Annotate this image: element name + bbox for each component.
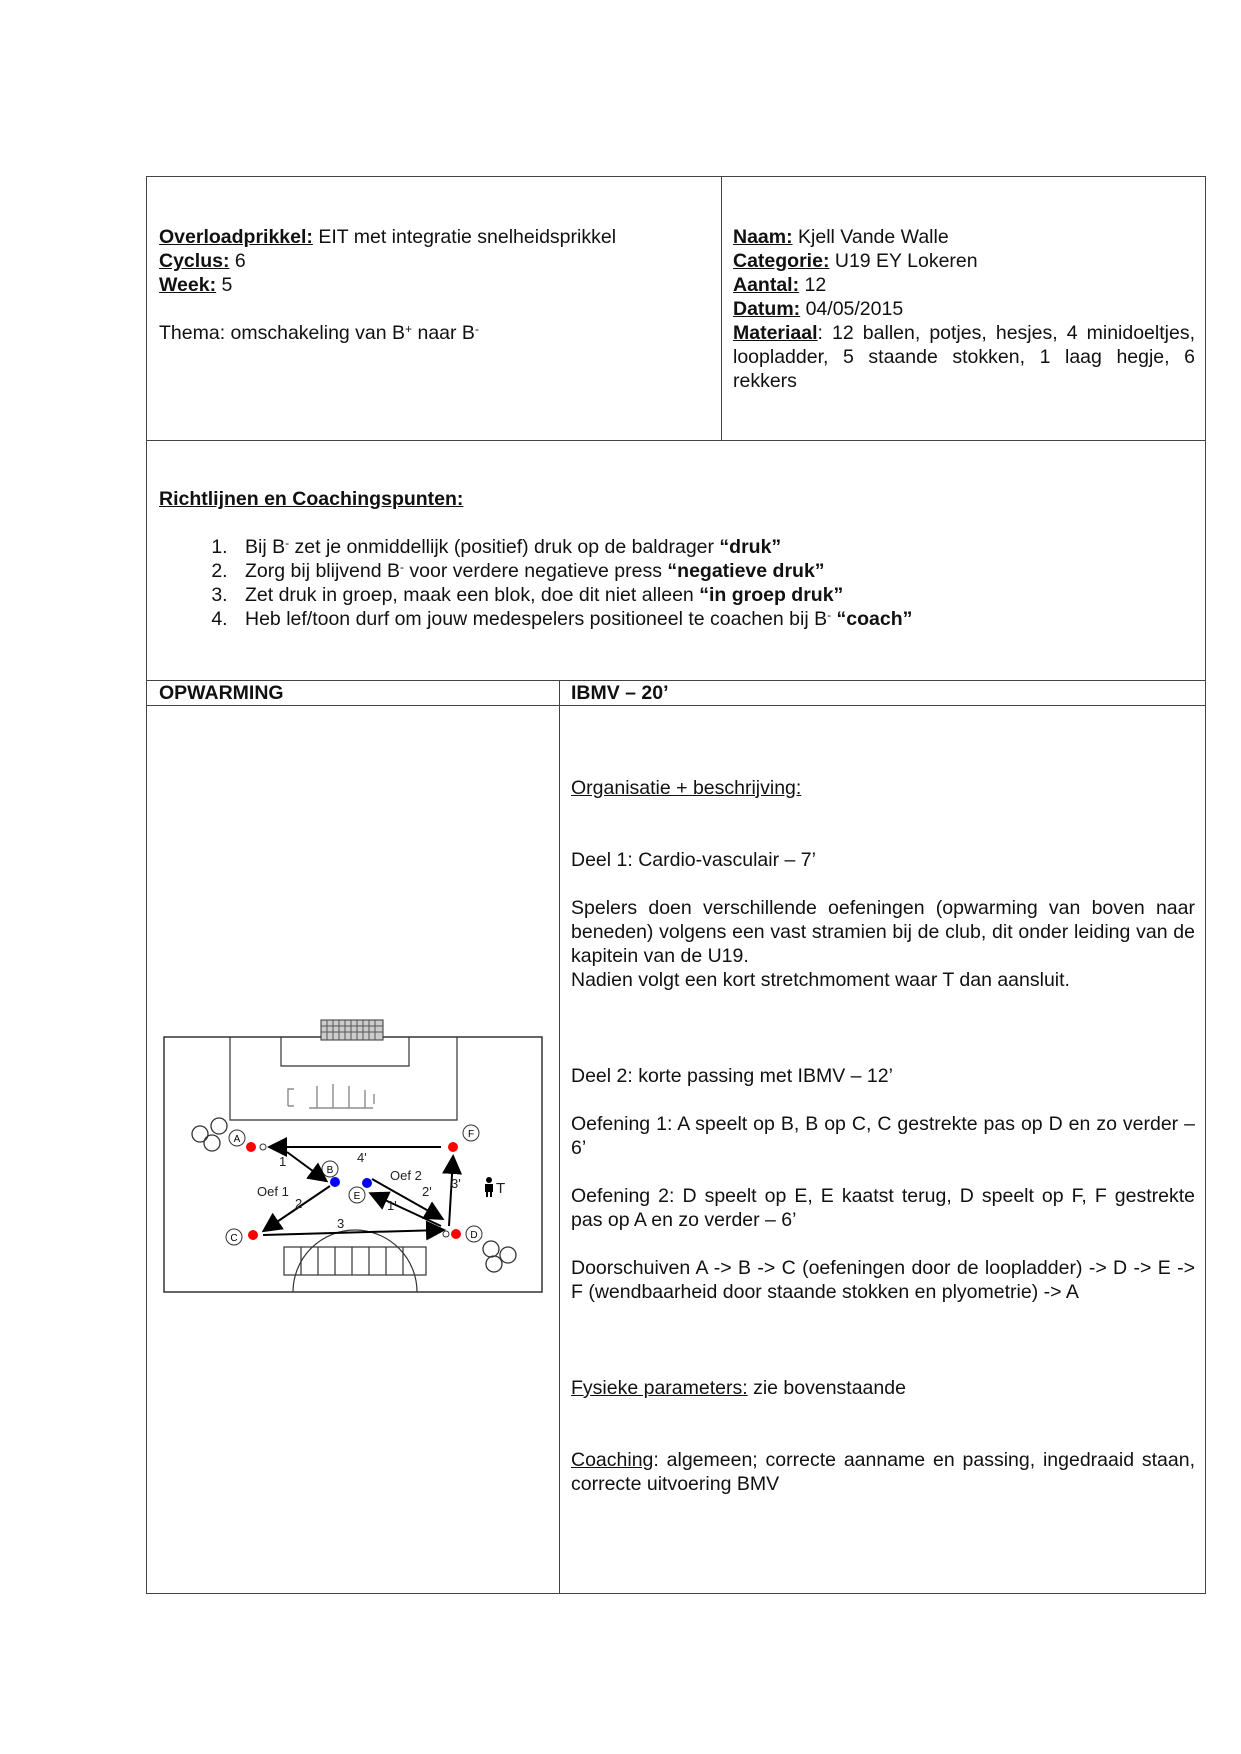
doorschuiven: Doorschuiven A -> B -> C (oefeningen door de loopladder) -> D -> E -> F (wendbaarheid door staande stokken en plyometrie) -> A [571,1257,1195,1303]
player-red [448,1142,458,1152]
pass-arrow-1 [287,1152,325,1180]
ball [443,1231,449,1237]
overload-label: Overloadprikkel: [159,226,313,248]
opwarming-title: OPWARMING [159,682,284,704]
coaching-label: Coaching [571,1449,654,1471]
naam-value: Kjell Vande Walle [792,226,949,248]
cyclus-value: 6 [229,250,246,272]
fys-value: zie bovenstaande [747,1377,906,1399]
deel2-title: Deel 2: korte passing met IBMV – 12’ [571,1065,893,1087]
svg-text:D: D [470,1230,478,1241]
player-red [451,1229,461,1239]
aantal-value: 12 [799,274,827,296]
categorie-label: Categorie: [733,250,830,272]
player-red [246,1142,256,1152]
field-diagram [147,706,559,1594]
deel1-text: Spelers doen verschillende oefeningen (opwarming van boven naar beneden) volgens een vast stramien bij de club, dit onder leiding van de kapitein van de U19. [571,897,1195,967]
richtlijnen-list [159,535,1193,631]
list-item: 2. Zorg bij blijvend B- voor verdere negatieve press “negatieve druk” [233,559,1193,583]
oef2-label: Oef 2 [390,1168,422,1183]
list-item: 3. Zet druk in groep, maak een blok, doe dit niet alleen “in groep druk” [233,583,1193,607]
fys-label: Fysieke parameters: [571,1377,748,1399]
richtlijnen-title: Richtlijnen en Coachingspunten: [159,488,464,510]
section-header-row [146,681,1206,706]
sticks [288,1084,374,1108]
deel1-text2: Nadien volgt een kort stretchmoment waar T dan aansluit. [571,969,1070,991]
materiaal-value: : 12 ballen, potjes, hesjes, 4 minidoeltjes, loopladder, 5 staande stokken, 1 laag hegje, 6 rekkers [733,322,1195,392]
week-value: 5 [216,274,233,296]
oef1-label: Oef 1 [257,1184,289,1199]
content-row [146,706,1206,1594]
pass-label-2p: 2' [422,1184,432,1199]
pass-label-1: 1 [279,1154,287,1169]
week-label: Week: [159,274,217,296]
goal-net [321,1020,383,1040]
trainer-label: T [496,1180,506,1197]
categorie-value: U19 EY Lokeren [829,250,978,272]
pass-arrow-3p [449,1158,453,1226]
list-item: 4. Heb lef/toon durf om jouw medespelers positioneel te coachen bij B- “coach” [233,607,1193,631]
materiaal-label: Materiaal [733,322,818,344]
svg-text:A: A [233,1134,241,1145]
list-item: 1. Bij B- zet je onmiddellijk (positief) druk op de baldrager “druk” [233,535,1193,559]
overload-value: EIT met integratie snelheidsprikkel [312,226,617,248]
cyclus-label: Cyclus: [159,250,230,272]
player-red [248,1230,258,1240]
oefening2: Oefening 2: D speelt op E, E kaatst terug, D speelt op F, F gestrekte pas op A en zo verder – 6’ [571,1185,1195,1231]
datum-label: Datum: [733,298,801,320]
pass-label-2: 2 [295,1196,303,1211]
pass-label-3: 3 [337,1216,345,1231]
header-left-cell [159,225,715,440]
ibmv-title: IBMV – 20’ [571,682,669,704]
description-cell [571,776,1195,1593]
svg-text:E: E [353,1191,361,1202]
richtlijnen-row [146,441,1206,681]
penalty-arc [293,1230,417,1292]
player-blue [362,1178,372,1188]
svg-text:B: B [326,1165,334,1176]
datum-value: 04/05/2015 [800,298,904,320]
coaching-value: : algemeen; correcte aanname en passing, ingedraaid staan, correcte uitvoering BMV [571,1449,1195,1495]
trainer-icon [485,1177,493,1197]
diagram-cell [147,706,559,1593]
naam-label: Naam: [733,226,793,248]
org-title: Organisatie + beschrijving: [571,777,802,799]
aantal-label: Aantal: [733,274,800,296]
ball [260,1144,266,1150]
deel1-title: Deel 1: Cardio-vasculair – 7’ [571,849,816,871]
thema: Thema: omschakeling van B+ naar B- [159,322,479,344]
ladder [284,1247,426,1275]
player-blue [330,1177,340,1187]
header-row [146,176,1206,441]
svg-text:C: C [230,1233,238,1244]
pass-arrow-3 [263,1230,442,1235]
goal-box [281,1037,409,1066]
oefening1: Oefening 1: A speelt op B, B op C, C gestrekte pas op D en zo verder – 6’ [571,1113,1195,1159]
pass-label-3p: 3' [451,1176,461,1191]
header-right-cell [733,225,1195,440]
pass-label-4p: 4' [357,1150,367,1165]
svg-text:F: F [467,1129,475,1140]
pass-label-1p: 1' [387,1198,397,1213]
